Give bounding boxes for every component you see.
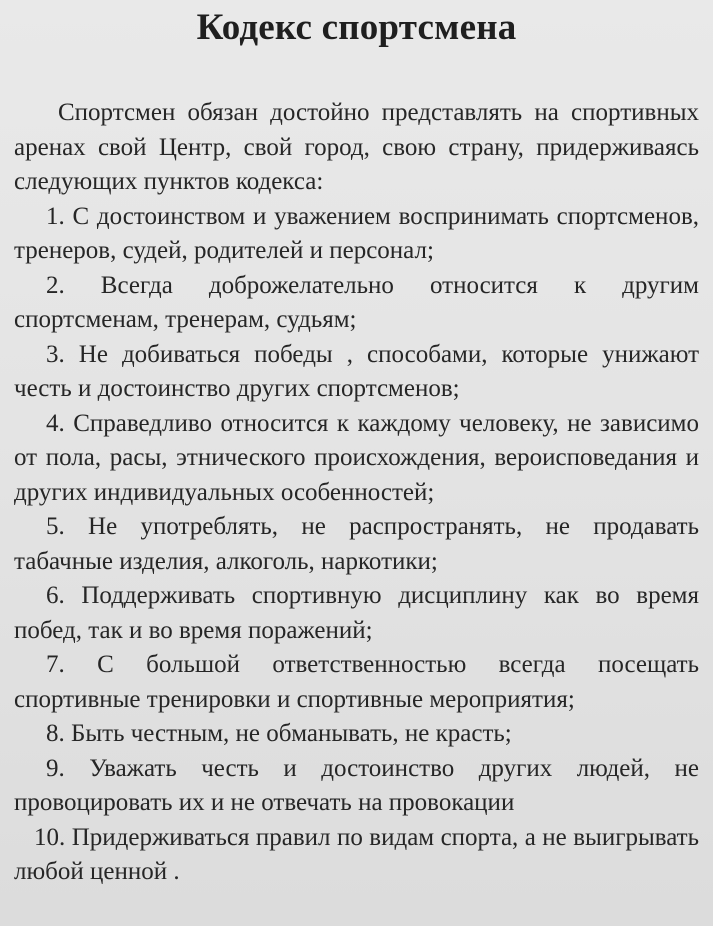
code-item-1: 1. С достоинством и уважением воспринимать спортсменов, тренеров, судей, родителей и персонал; (14, 202, 699, 264)
document-body (14, 96, 699, 890)
code-item-8: 8. Быть честным, не обманывать, не красть; (46, 720, 512, 747)
code-item-10: 10. Придерживаться правил по видам спорта, а не выигрывать любой ценной . (14, 823, 699, 885)
intro-paragraph: Спортсмен обязан достойно представлять на спортивных аренах свой Центр, свой город, свою страну, придерживаясь следующих пунктов кодекса: (14, 99, 699, 195)
code-item-4: 4. Справедливо относится к каждому человеку, не зависимо от пола, расы, этнического происхождения, вероисповедания и других индивидуальных особенностей; (14, 409, 699, 506)
code-item-9: 9. Уважать честь и достоинство других людей, не провоцировать их и не отвечать на провокации (14, 754, 699, 816)
code-item-5: 5. Не употреблять, не распространять, не продавать табачные изделия, алкоголь, наркотики; (14, 513, 699, 575)
code-item-6: 6. Поддерживать спортивную дисциплину как во время побед, так и во время поражений; (14, 582, 699, 644)
document-title: Кодекс спортсмена (196, 7, 517, 48)
code-item-3: 3. Не добиваться победы , способами, которые унижают честь и достоинство других спортсменов; (14, 340, 699, 402)
code-item-2: 2. Всегда доброжелательно относится к другим спортсменам, тренерам, судьям; (14, 271, 699, 333)
code-item-7: 7. С большой ответственностью всегда посещать спортивные тренировки и спортивные мероприятия; (14, 651, 699, 713)
